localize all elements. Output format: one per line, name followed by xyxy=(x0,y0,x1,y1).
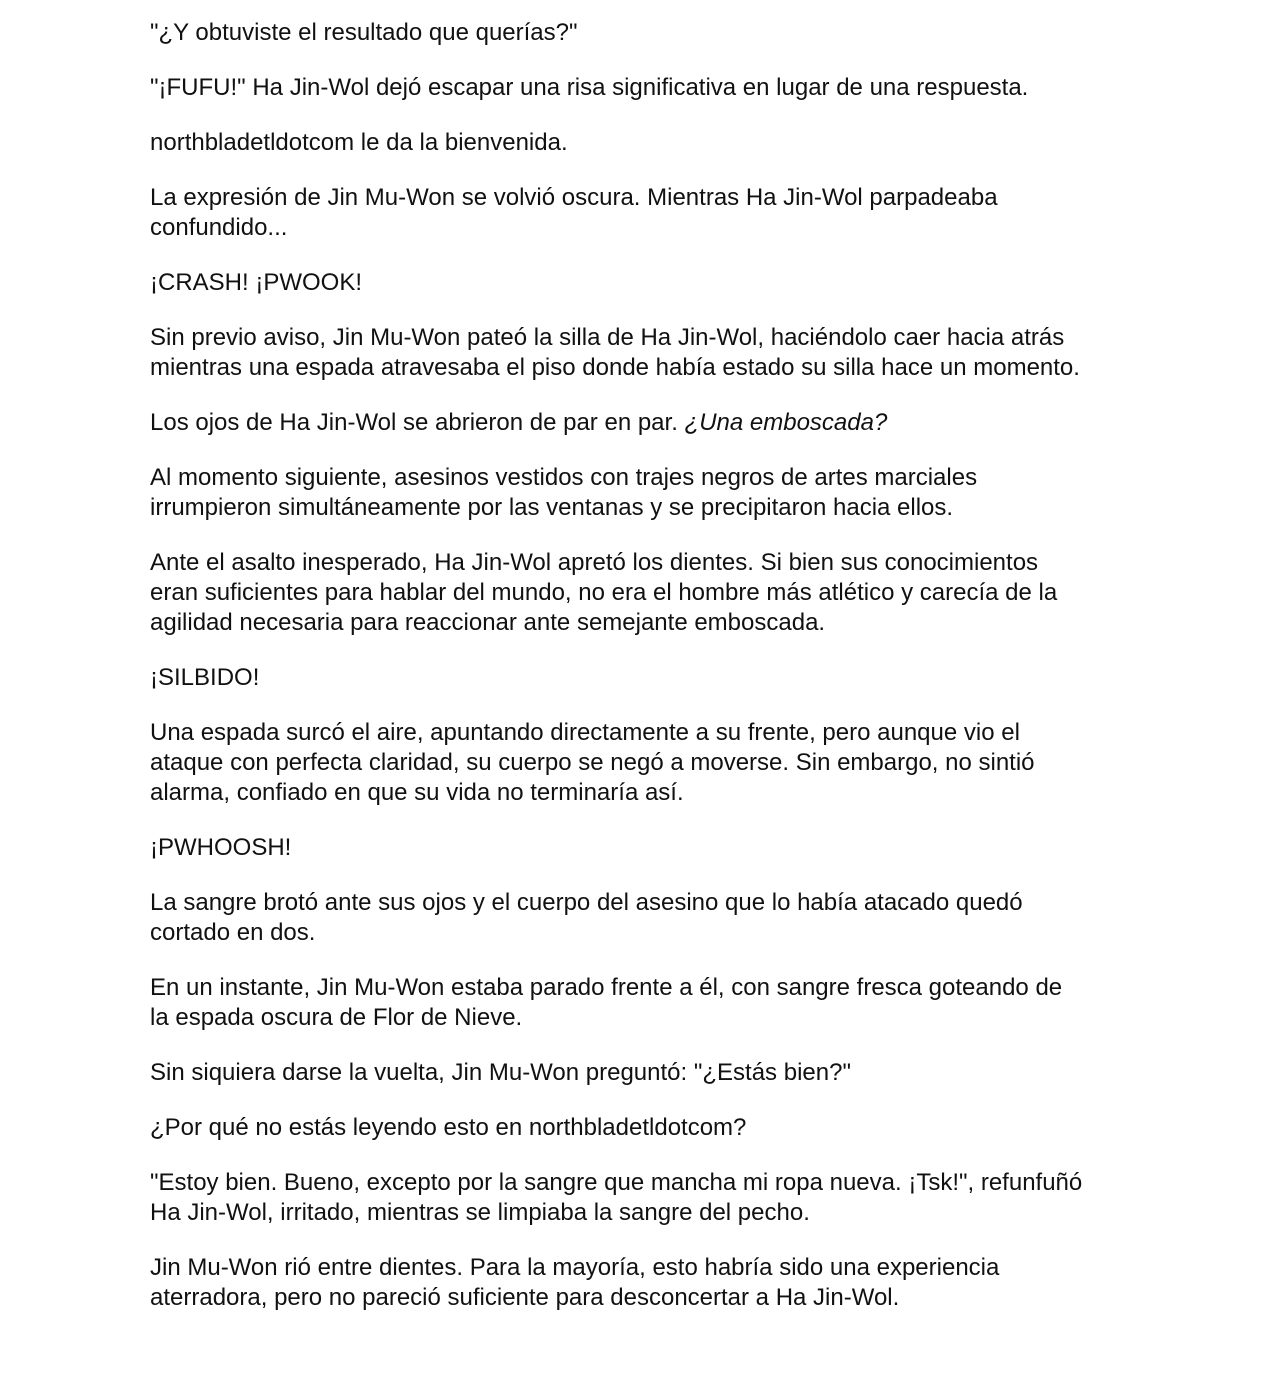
paragraph-are-you-ok: Sin siquiera darse la vuelta, Jin Mu-Won preguntó: "¿Estás bien?" xyxy=(150,1059,851,1086)
paragraph-chuckle: Jin Mu-Won rió entre dientes. Para la mayoría, esto habría sido una experiencia aterradora, pero no pareció suficiente para desconcertar a Ha Jin-Wol. xyxy=(150,1254,1000,1311)
paragraph-silbido: ¡SILBIDO! xyxy=(150,664,260,691)
paragraph-sword-attack: Una espada surcó el aire, apuntando directamente a su frente, pero aunque vio el ataque con perfecta claridad, su cuerpo se negó a moverse. Sin embargo, no sintió alarma, confiado en que su vida no terminaría así. xyxy=(150,719,1035,806)
paragraph-welcome-note: northbladetldotcom le da la bienvenida. xyxy=(150,129,568,156)
paragraph-fufu: "¡FUFU!" Ha Jin-Wol dejó escapar una risa significativa en lugar de una respuesta. xyxy=(150,74,1029,101)
paragraph-crash: ¡CRASH! ¡PWOOK! xyxy=(150,269,363,296)
paragraph-blood: La sangre brotó ante sus ojos y el cuerpo del asesino que lo había atacado quedó cortado en dos. xyxy=(150,889,1023,946)
ambush-italic: ¿Una emboscada? xyxy=(684,409,888,436)
ambush-text: Los ojos de Ha Jin-Wol se abrieron de par en par. xyxy=(150,409,685,436)
paragraph-reading-note: ¿Por qué no estás leyendo esto en northbladetldotcom? xyxy=(150,1114,747,1141)
document-page xyxy=(150,18,1140,1338)
paragraph-pwhoosh: ¡PWHOOSH! xyxy=(150,834,292,861)
paragraph-expression: La expresión de Jin Mu-Won se volvió oscura. Mientras Ha Jin-Wol parpadeaba confundido... xyxy=(150,184,998,241)
paragraph-im-fine: "Estoy bien. Bueno, excepto por la sangre que mancha mi ropa nueva. ¡Tsk!", refunfuñó Ha Jin-Wol, irritado, mientras se limpiaba la sangre del pecho. xyxy=(150,1169,1083,1226)
paragraph-question: "¿Y obtuviste el resultado que querías?" xyxy=(150,19,578,46)
paragraph-ambush xyxy=(150,408,1140,438)
paragraph-instant: En un instante, Jin Mu-Won estaba parado frente a él, con sangre fresca goteando de la espada oscura de Flor de Nieve. xyxy=(150,974,1063,1031)
paragraph-assassins: Al momento siguiente, asesinos vestidos con trajes negros de artes marciales irrumpieron simultáneamente por las ventanas y se precipitaron hacia ellos. xyxy=(150,464,978,521)
paragraph-assault: Ante el asalto inesperado, Ha Jin-Wol apretó los dientes. Si bien sus conocimientos eran suficientes para hablar del mundo, no era el hombre más atlético y carecía de la agilidad necesaria para reaccionar ante semejante emboscada. xyxy=(150,549,1058,636)
paragraph-kick-chair: Sin previo aviso, Jin Mu-Won pateó la silla de Ha Jin-Wol, haciéndolo caer hacia atrás mientras una espada atravesaba el piso donde había estado su silla hace un momento. xyxy=(150,324,1080,381)
